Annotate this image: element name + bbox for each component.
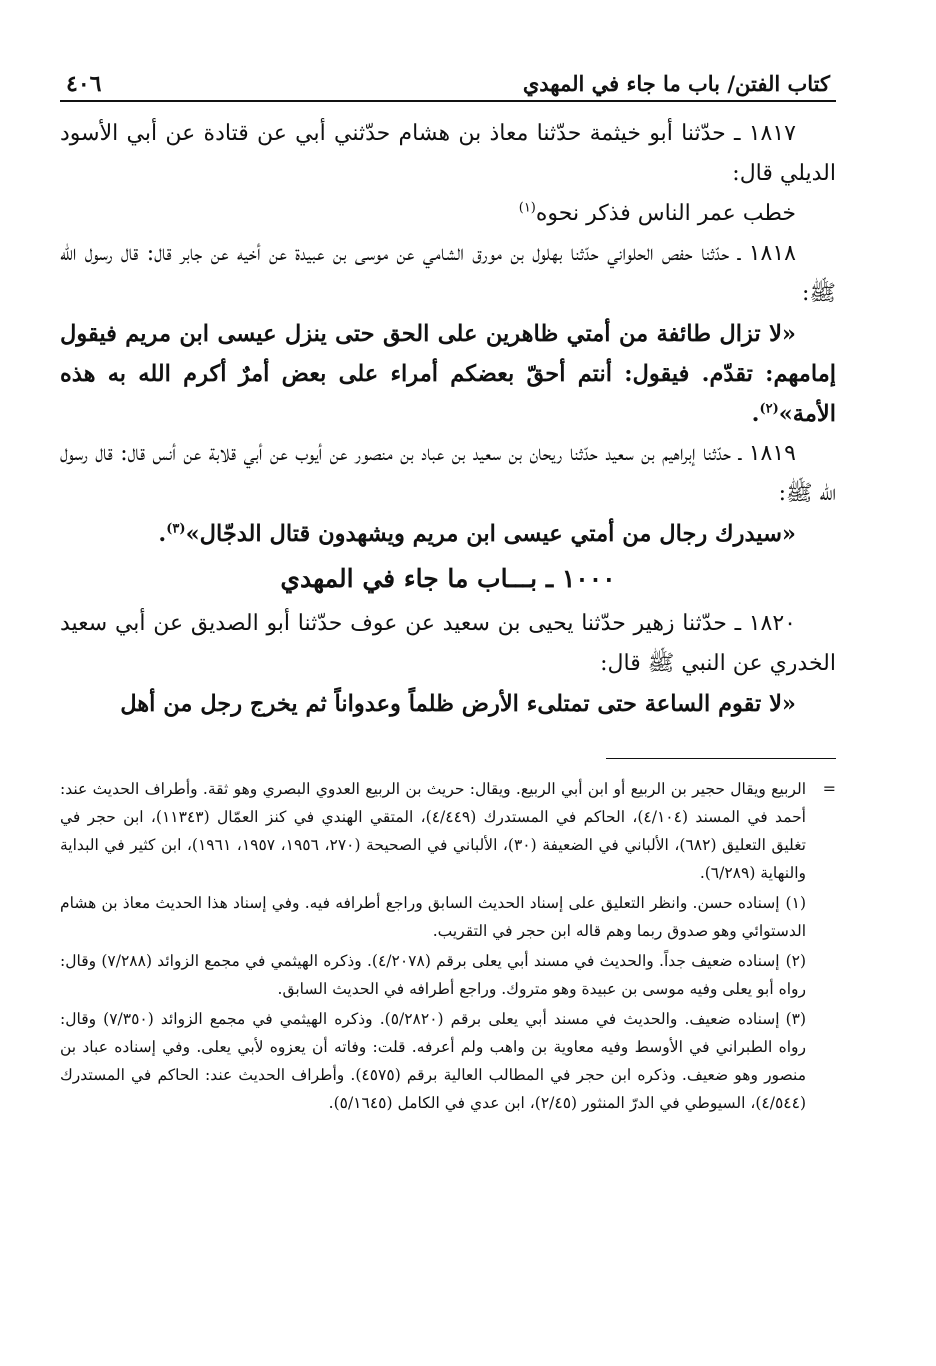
page-number: ٤٠٦	[66, 71, 102, 97]
running-title: كتاب الفتن/ باب ما جاء في المهدي	[522, 71, 830, 96]
footnote-ref-3: (٣)	[166, 521, 186, 537]
footnote-2-text: إسناده ضعيف جداً. والحديث في مسند أبي يعلى برقم (٤/٢٠٧٨). وذكره الهيثمي في مجمع الزوائد (٧/٢٨٨) وقال: رواه أبو يعلى وفيه موسى بن عبيدة وهو متروك. وراجع أطرافه في الحديث السابق.	[60, 952, 806, 998]
hadith-1819-text: «سيدرك رجال من أمتي عيسى ابن مريم ويشهدون قتال الدجّال»$^{(٣)}$.	[158, 521, 796, 547]
footnote-separator	[606, 758, 836, 759]
hadith-1820-isnad: ١٨٢٠ ـ حدّثنا زهير حدّثنا يحيى بن سعيد عن عوف حدّثنا أبو الصديق عن أبي سعيد الخدري عن النبي ﷺ قال:	[60, 611, 836, 676]
hadith-1817-body: خطب عمر الناس فذكر نحوه	[535, 201, 796, 226]
footnote-1-text: إسناده حسن. وانظر التعليق على إسناد الحديث السابق وراجع أطرافه فيه. وفي إسناد هذا الحديث معاذ بن هشام الدستوائي وهو صدوق ربما وهم قاله ابن حجر في التقريب.	[60, 894, 806, 940]
hadith-1819-body: «سيدرك رجال من أمتي عيسى ابن مريم ويشهدون قتال الدجّال»	[185, 521, 796, 547]
footnote-3-label: (٣)	[785, 1010, 807, 1028]
footnote-2	[60, 947, 806, 1003]
chapter-heading: ١٠٠٠ ـ بـــاب ما جاء في المهدي	[280, 564, 616, 593]
hadith-1818-text: «لا تزال طائفة من أمتي ظاهرين على الحق حتى ينزل عيسى ابن مريم فيقول إمامهم: تقدّم. فيقول: أنتم أحقّ بعضكم أمراء على بعض أمرٌ أكرم الله به هذه الأمة»$^{(٢)}$.	[60, 321, 836, 427]
continuation-mark: =	[822, 779, 836, 798]
hadith-1817-isnad: ١٨١٧ ـ حدّثنا أبو خيثمة حدّثنا معاذ بن هشام حدّثني أبي عن قتادة عن أبي الأسود الديلي قال:	[60, 121, 836, 186]
footnotes	[60, 775, 836, 1117]
footnote-ref-2: (٢)	[759, 401, 779, 417]
footnote-1	[60, 889, 806, 945]
footnote-continuation-text: الربيع ويقال حجير بن الربيع أو ابن أبي الربيع. ويقال: حريث بن الربيع العدوي البصري وهو ثقة. وأطراف الحديث عند: أحمد في المسند (٤/١٠٤)، الحاكم في المستدرك (٤/٤٤٩)، المتقي الهندي في كنز العمّال (١١٣٤٣)، ابن حجر في تغليق التعليق (٦٨٢)، الألباني في الضعيفة (٣٠)، الألباني في الصحيحة (٢٧٠، ١٩٥٦، ١٩٥٧، ١٩٦١)، ابن كثير في البداية والنهاية (٦/٢٨٩).	[60, 780, 806, 882]
footnote-ref-1: (١)	[518, 200, 536, 216]
hadith-1819-isnad: ١٨١٩ ـ حدّثنا إبراهيم بن سعيد حدّثنا ريحان بن سعيد بن عباد بن منصور عن أيوب عن أبي قلابة عن أنس قال: قال رسول الله ﷺ:	[60, 441, 836, 506]
footnote-3-text: إسناده ضعيف. والحديث في مسند أبي يعلى برقم (٥/٢٨٢٠). وذكره الهيثمي في مجمع الزوائد (٧/٣٥٠) وقال: رواه الطبراني في الأوسط وفيه معاوية بن واهب ولم أعرفه. قلت: وفاته أن يعزوه لأبي يعلى. وفي إسناده عباد بن منصور وهو ضعيف. وذكره ابن حجر في المطالب العالية برقم (٤٥٧٥). وأطراف الحديث عند: الحاكم في المستدرك (٤/٥٤٤)، السيوطي في الدرّ المنثور (٢/٤٥)، ابن عدي في الكامل (٥/١٦٤٥).	[60, 1010, 806, 1112]
footnote-3	[60, 1005, 806, 1117]
footnote-2-label: (٢)	[785, 952, 807, 970]
hadith-1817-text	[60, 194, 836, 234]
page-header	[60, 70, 836, 102]
footnote-continuation	[60, 775, 836, 887]
hadith-1818-body: «لا تزال طائفة من أمتي ظاهرين على الحق حتى ينزل عيسى ابن مريم فيقول إمامهم: تقدّم. فيقول: أنتم أحقّ بعضكم أمراء على بعض أمرٌ أكرم الله به هذه الأمة»	[60, 321, 836, 427]
hadith-1818-isnad: ١٨١٨ ـ حدّثنا حفص الحلواني حدّثنا بهلول بن مورق الشامي عن موسى بن عبيدة عن أخيه عن جابر قال: قال رسول الله ﷺ:	[60, 241, 836, 306]
main-text	[60, 114, 836, 724]
hadith-1820-text: «لا تقوم الساعة حتى تمتلىء الأرض ظلماً وعدواناً ثم يخرج رجل من أهل	[120, 691, 796, 717]
footnote-1-label: (١)	[785, 894, 806, 912]
